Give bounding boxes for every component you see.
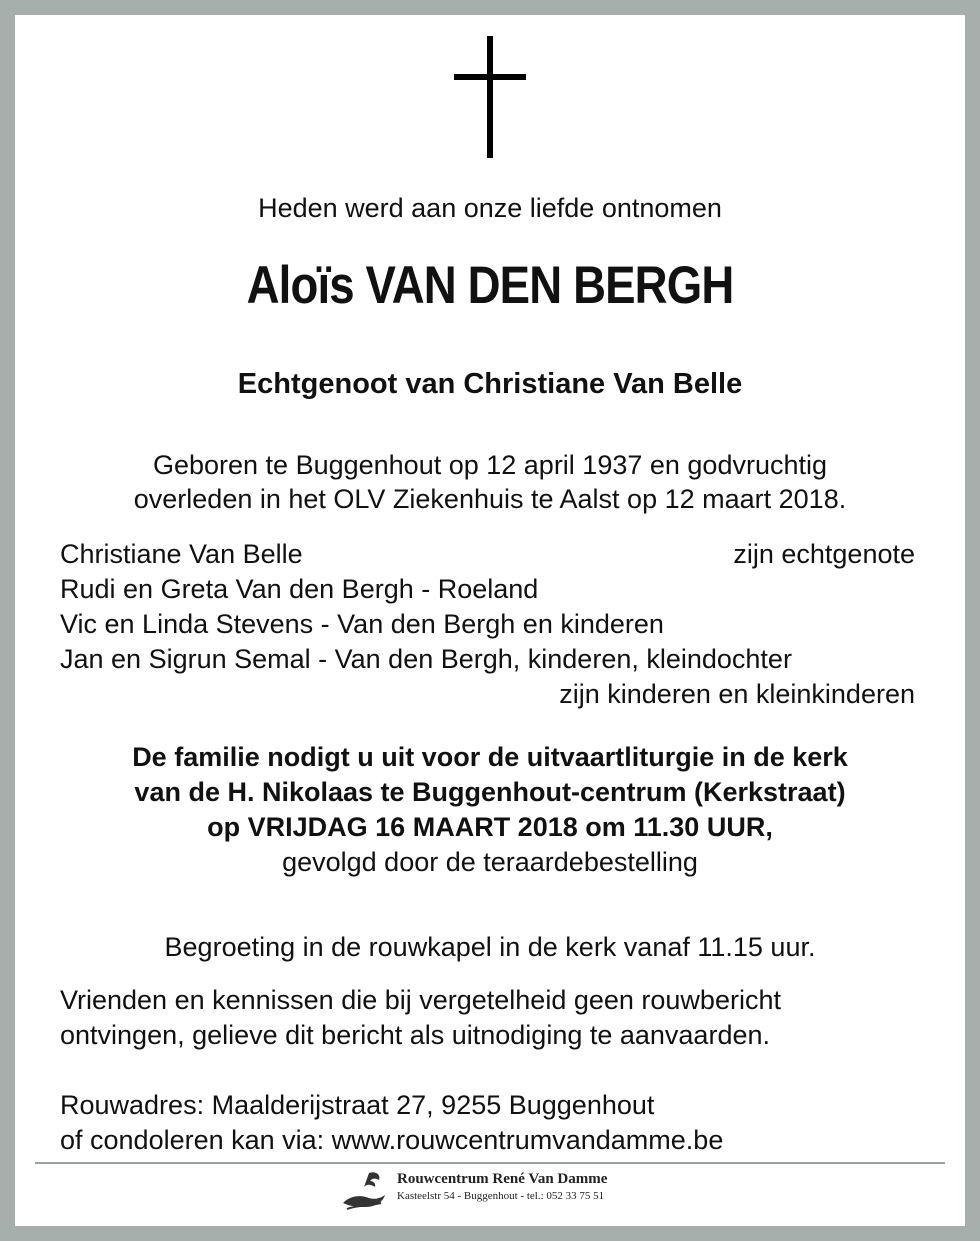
child-family-row: Rudi en Greta Van den Bergh - Roeland <box>60 574 539 604</box>
funeral-home-details: Kasteelstr 54 - Buggenhout - tel.: 052 33 75 51 <box>397 1190 605 1202</box>
mourning-address <box>60 1088 940 1158</box>
funeral-invitation <box>15 740 965 880</box>
dove-hands-logo-icon <box>335 1169 391 1213</box>
funeral-home-footer <box>335 1169 607 1213</box>
footer-divider <box>35 1162 945 1164</box>
death-line: overleden in het OLV Ziekenhuis te Aalst op 12 maart 2018. <box>133 484 847 514</box>
death-notice-card <box>15 15 965 1226</box>
greeting-text: Begroeting in de rouwkapel in de kerk vanaf 11.15 uur. <box>164 932 816 962</box>
funeral-home-name: Rouwcentrum René Van Damme <box>397 1171 608 1187</box>
cross-icon <box>454 36 526 158</box>
friends-line: Vrienden en kennissen die bij vergetelheid geen rouwbericht <box>60 985 781 1015</box>
spouse-row <box>60 537 915 572</box>
spouse-role: zijn echtgenote <box>733 539 915 569</box>
invitation-line: van de H. Nikolaas te Buggenhout-centrum (Kerkstraat) <box>134 777 846 807</box>
address-line: Rouwadres: Maalderijstraat 27, 9255 Buggenhout <box>60 1090 655 1120</box>
children-role: zijn kinderen en kleinkinderen <box>559 679 915 709</box>
burial-line: gevolgd door de teraardebestelling <box>282 847 698 877</box>
spouse-line: Echtgenoot van Christiane Van Belle <box>237 368 743 400</box>
footer-text <box>397 1169 607 1204</box>
deceased-name: Aloïs VAN DEN BERGH <box>246 256 734 315</box>
birth-death-text <box>15 448 965 516</box>
invitation-line: op VRIJDAG 16 MAART 2018 om 11.30 UUR, <box>207 812 773 842</box>
child-family-row: Vic en Linda Stevens - Van den Bergh en kinderen <box>60 609 664 639</box>
spouse-name: Christiane Van Belle <box>60 539 303 569</box>
family-list <box>60 537 915 712</box>
birth-line: Geboren te Buggenhout op 12 april 1937 en godvruchtig <box>152 450 827 480</box>
friends-line: ontvingen, gelieve dit bericht als uitnodiging te aanvaarden. <box>60 1020 770 1050</box>
invitation-line: De familie nodigt u uit voor de uitvaartliturgie in de kerk <box>132 742 848 772</box>
child-family-row: Jan en Sigrun Semal - Van den Bergh, kinderen, kleindochter <box>60 644 792 674</box>
intro-text: Heden werd aan onze liefde ontnomen <box>258 193 722 223</box>
friends-notice <box>60 983 940 1053</box>
condolence-line: of condoleren kan via: www.rouwcentrumvandamme.be <box>60 1125 724 1155</box>
